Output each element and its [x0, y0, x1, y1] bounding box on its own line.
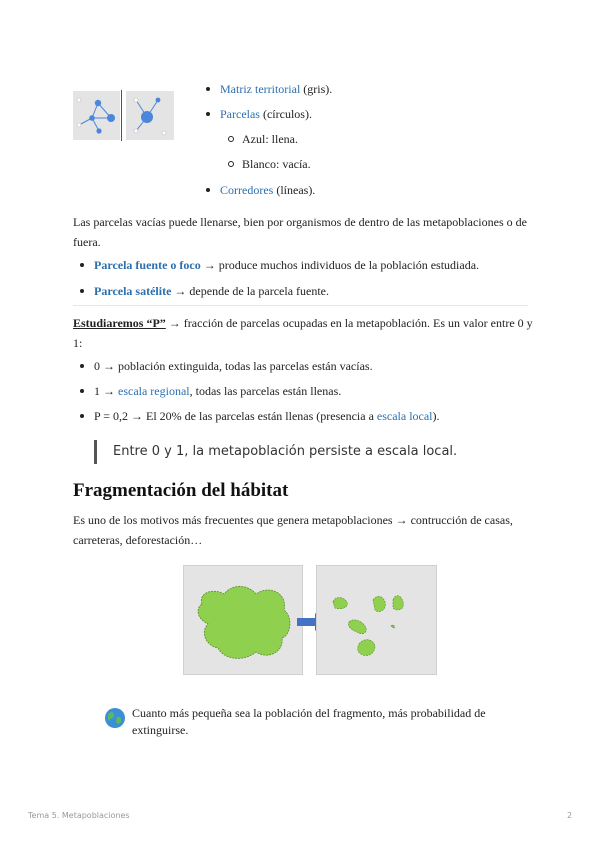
footer-title: Tema 5. Metapoblaciones: [28, 811, 130, 820]
habitat-after: [316, 565, 437, 675]
list-item-matriz: Matriz territorial (gris).: [220, 82, 333, 96]
network-diagram-left: [73, 91, 120, 140]
list-item-p: P = 0,2 → El 20% de las parcelas están llenas (presencia a escala local).: [94, 409, 440, 423]
globe-icon: [104, 707, 126, 734]
satelite-link[interactable]: Parcela satélite: [94, 284, 172, 298]
paragraph-estudiaremos-p: Estudiaremos “P” → fracción de parcelas ocupadas en la metapoblación. Es un valor entre 0 y 1:: [73, 316, 533, 350]
list-item-satelite: Parcela satélite → depende de la parcela fuente.: [94, 284, 330, 298]
escala-regional-link[interactable]: escala regional: [118, 384, 190, 398]
network-hub-icon: [126, 91, 174, 140]
callout-text: Cuanto más pequeña sea la población del fragmento, más probabilidad de extinguirse.: [132, 706, 486, 737]
list-item-zero: 0 → población extinguida, todas las parcelas están vacías.: [94, 359, 373, 373]
escala-local-link[interactable]: escala local: [376, 409, 433, 423]
figure-divider: [121, 90, 122, 141]
matriz-link[interactable]: Matriz territorial: [220, 82, 301, 96]
fuente-link[interactable]: Parcela fuente o foco: [94, 258, 201, 272]
network-graph-icon: [73, 91, 120, 140]
list-item-blanco: Blanco: vacía.: [242, 157, 311, 171]
parcelas-link[interactable]: Parcelas: [220, 107, 260, 121]
list-item-fuente: Parcela fuente o foco → produce muchos individuos de la población estudiada.: [94, 258, 480, 272]
list-item-one: 1 → escala regional, todas las parcelas están llenas.: [94, 384, 342, 398]
blockquote: Entre 0 y 1, la metapoblación persiste a escala local.: [94, 440, 457, 464]
network-diagram-right: [126, 91, 174, 140]
list-item-azul: Azul: llena.: [242, 132, 298, 146]
list-item-parcelas: Parcelas (círculos).: [220, 107, 312, 121]
habitat-continuous-icon: [184, 566, 302, 674]
habitat-fragmented-icon: [317, 566, 436, 674]
estudiaremos-term: Estudiaremos “P”: [73, 316, 166, 330]
corredores-link[interactable]: Corredores: [220, 183, 274, 197]
page-number: 2: [567, 811, 573, 820]
paragraph-fragmentacion: Es uno de los motivos más frecuentes que genera metapoblaciones → contrucción de casas, carreteras, deforestación…: [73, 513, 513, 547]
paragraph-parcelas-vacias: Las parcelas vacías puede llenarse, bien por organismos de dentro de las metapoblaciones o de fuera.: [73, 215, 527, 249]
section-heading: Fragmentación del hábitat: [73, 480, 289, 501]
section-divider: [73, 305, 528, 306]
habitat-before: [183, 565, 303, 675]
list-item-corredores: Corredores (líneas).: [220, 183, 316, 197]
